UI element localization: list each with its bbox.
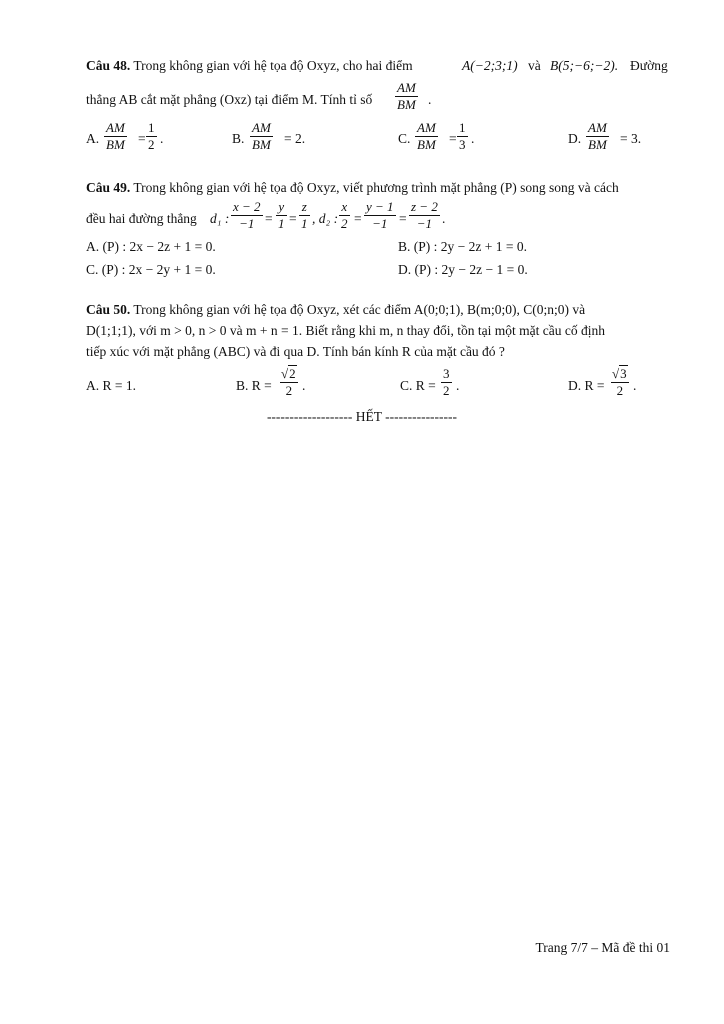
- q48-opt-b-value: = 2.: [284, 131, 306, 146]
- q50-opt-d-den: 2: [616, 383, 624, 398]
- q48-text1: Trong không gian với hệ tọa độ Oxyz, cho hai điểm: [133, 58, 413, 73]
- q49-d1-frac3: [299, 199, 310, 232]
- q49-opt-c: C. (P) : 2x − 2y + 1 = 0.: [86, 262, 216, 277]
- q49-d1-f3d: 1: [301, 216, 308, 231]
- q49-d2-f1d: 2: [341, 216, 348, 231]
- q50-opt-d-dot: .: [633, 378, 637, 393]
- q49-d2-frac3: [409, 199, 440, 232]
- q48-opt-c-eq: =: [449, 131, 457, 146]
- q48-opt-a-letter: A.: [86, 131, 100, 146]
- q50-opt-b-dot: .: [302, 378, 306, 393]
- q50-opt-c-frac: [441, 366, 452, 399]
- q50-line1-text: Trong không gian với hệ tọa độ Oxyz, xét các điểm A(0;0;1), B(m;0;0), C(0;n;0) và: [133, 302, 586, 317]
- q49-opt-a: A. (P) : 2x − 2z + 1 = 0.: [86, 239, 216, 254]
- q48-opt-a-eq: =: [138, 131, 146, 146]
- q48-opt-d-frac: [586, 120, 609, 153]
- q49-d1: d₁ :: [210, 211, 230, 226]
- q48-ratio: [395, 80, 418, 113]
- q48-opt-b-letter: B.: [232, 131, 245, 146]
- q49-line1: [86, 180, 619, 196]
- q48-label: Câu 48.: [86, 58, 131, 73]
- q49-d2-f2n: y − 1: [366, 199, 394, 214]
- q48-opt-d-letter: D.: [568, 131, 582, 146]
- q49-eq2: =: [289, 211, 297, 226]
- q48-ratio-den: BM: [397, 97, 416, 112]
- q48-opt-d-num: AM: [588, 120, 607, 135]
- q49-label: Câu 49.: [86, 180, 131, 195]
- q49-d1-frac1: [231, 199, 263, 232]
- q50-line3: tiếp xúc với mặt phẳng (ABC) và đi qua D. Tính bán kính R của mặt cầu đó ?: [86, 344, 505, 359]
- q49-d2-frac1: [339, 199, 350, 232]
- q48-opt-b-frac: [250, 120, 273, 153]
- q48-dot: .: [428, 92, 432, 107]
- q49-d2-frac2: [364, 199, 396, 232]
- q48-opt-c-frac: [415, 120, 438, 153]
- q48-opt-c-rfrac: [457, 120, 468, 153]
- q48-opt-d-den: BM: [588, 137, 607, 152]
- q50-line2: D(1;1;1), với m > 0, n > 0 và m + n = 1. Biết rằng khi m, n thay đổi, tồn tại một mặt cầu cố định: [86, 323, 606, 338]
- q48-opt-c-rnum: 1: [459, 120, 466, 135]
- q50-opt-b-rad: 2: [289, 366, 296, 381]
- q49-d1-f2d: 1: [278, 216, 285, 231]
- q48-opt-a-rnum: 1: [148, 120, 155, 135]
- q48-opt-c-tail: .: [471, 131, 475, 146]
- q49-opt-d: D. (P) : 2y − 2z − 1 = 0.: [398, 262, 528, 277]
- page-footer: Trang 7/7 – Mã đề thi 01: [535, 940, 670, 955]
- q48-opt-a-num: AM: [106, 120, 125, 135]
- q48-opt-b-den: BM: [252, 137, 271, 152]
- q48-opt-a-tail: .: [160, 131, 164, 146]
- q50-line1: [86, 302, 585, 318]
- q49-text2: đều hai đường thẳng: [86, 211, 197, 226]
- q49-opt-b: B. (P) : 2y − 2z + 1 = 0.: [398, 239, 527, 254]
- q48-opt-a-frac: [104, 120, 127, 153]
- q49-text1: Trong không gian với hệ tọa độ Oxyz, viết phương trình mặt phẳng (P) song song và cách: [133, 180, 619, 195]
- q48-opt-c-letter: C.: [398, 131, 411, 146]
- q50-opt-d-pre: D. R =: [568, 378, 605, 393]
- q50-opt-c-num: 3: [443, 366, 450, 381]
- q48-opt-a-rfrac: [146, 120, 157, 153]
- q49-d2-f1n: x: [339, 199, 350, 216]
- q49-eq4: =: [399, 211, 407, 226]
- q49-eq1: =: [265, 211, 273, 226]
- q50-opt-c-den: 2: [443, 383, 450, 398]
- q50-opt-c-dot: .: [456, 378, 460, 393]
- q49-d1-f1d: −1: [239, 216, 255, 231]
- q48-opt-b-num: AM: [252, 120, 271, 135]
- q48-opt-c-rden: 3: [459, 137, 466, 152]
- q49-d2-f3n: z − 2: [411, 199, 438, 214]
- q49-d1-f3n: z: [299, 199, 310, 216]
- sqrt-icon: √: [281, 366, 289, 381]
- q50-opt-b-den: 2: [285, 383, 293, 398]
- q49-dot: .: [442, 211, 446, 226]
- q49-d1-f2n: y: [276, 199, 287, 216]
- q48-ratio-num: AM: [397, 80, 416, 95]
- q48-opt-c-num: AM: [417, 120, 436, 135]
- q48-line1: [86, 58, 413, 74]
- q48-opt-d-value: = 3.: [620, 131, 642, 146]
- q49-eq3: =: [354, 211, 362, 226]
- q49-d2: , d₂ :: [312, 211, 339, 226]
- q50-opt-d-frac: [611, 365, 629, 399]
- q50-opt-b-frac: [280, 365, 298, 399]
- q50-label: Câu 50.: [86, 302, 131, 317]
- sqrt-icon: √: [612, 366, 620, 381]
- q48-va: và: [528, 58, 541, 73]
- q49-d1-f1n: x − 2: [233, 199, 261, 214]
- q50-opt-b-pre: B. R =: [236, 378, 272, 393]
- q48-duong: Đường: [630, 58, 668, 73]
- q50-opt-d-rad: 3: [620, 366, 627, 381]
- q50-opt-a: A. R = 1.: [86, 378, 136, 393]
- end-marker: ------------------- HẾT ----------------: [266, 409, 458, 424]
- q49-d2-f3d: −1: [416, 216, 433, 231]
- q48-line2: thẳng AB cắt mặt phẳng (Oxz) tại điểm M. Tính tỉ số: [86, 92, 373, 107]
- q48-opt-a-rden: 2: [148, 137, 155, 152]
- q48-point-a: A(−2;3;1): [462, 58, 518, 73]
- q48-point-b: B(5;−6;−2).: [550, 58, 619, 73]
- q49-d1-frac2: [276, 199, 287, 232]
- q48-opt-c-den: BM: [417, 137, 436, 152]
- q48-opt-a-den: BM: [106, 137, 125, 152]
- q49-d2-f2d: −1: [372, 216, 388, 231]
- q50-opt-c-pre: C. R =: [400, 378, 436, 393]
